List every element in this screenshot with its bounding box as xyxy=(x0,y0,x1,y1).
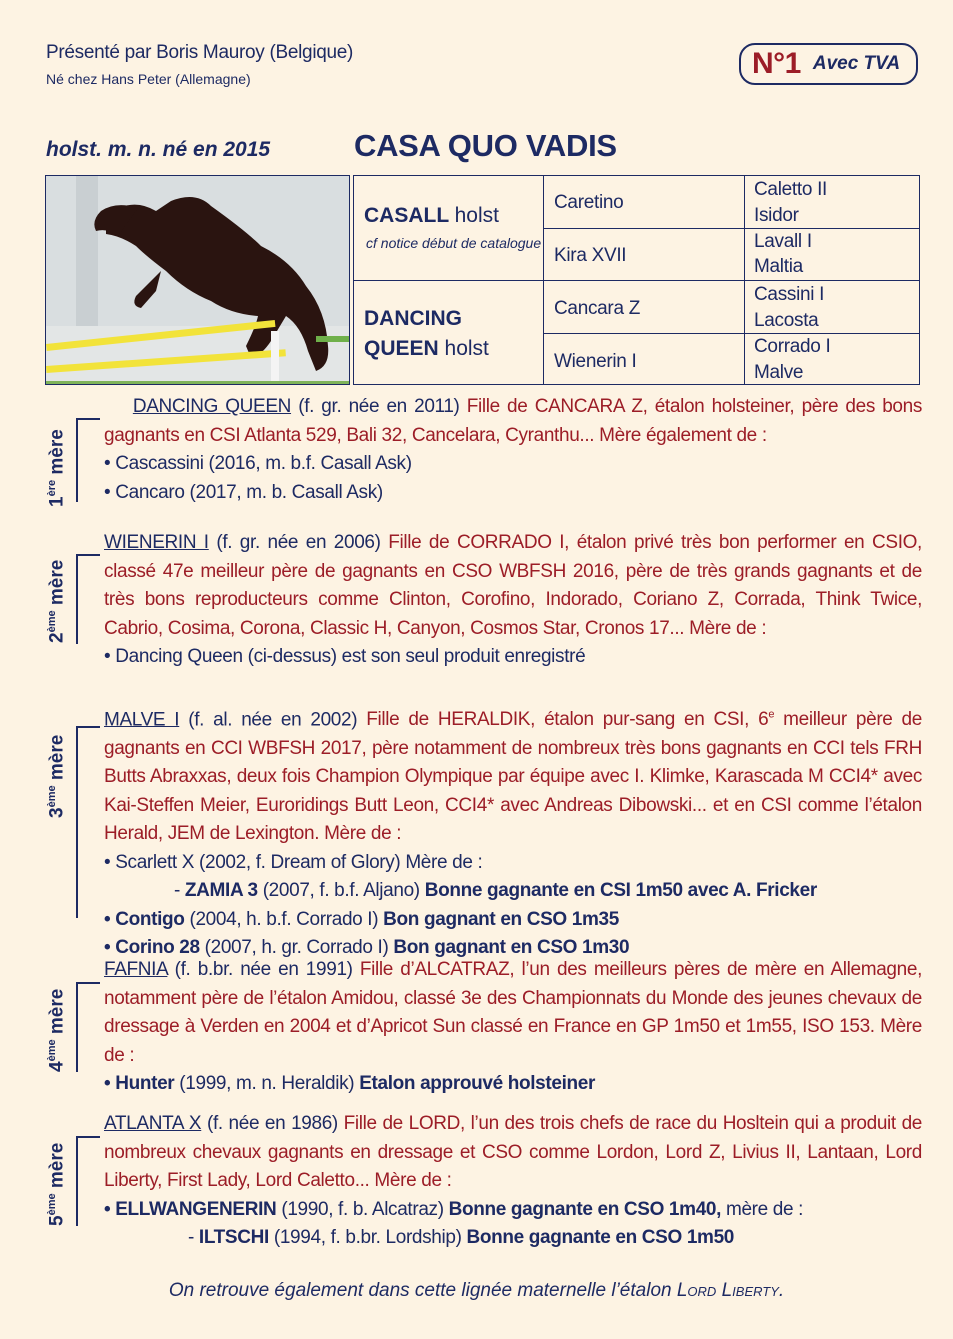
dam-5-name: ATLANTA X xyxy=(104,1113,202,1134)
footer-note xyxy=(0,1280,953,1302)
dam-5-info: (f. née en 1986) xyxy=(206,1113,338,1134)
footer-text: On retrouve également dans cette lignée maternelle l’étalon xyxy=(168,1280,677,1301)
dam-3-produce-1: • Scarlett X (2002, f. Dream of Glory) Mère de : xyxy=(104,851,483,873)
dam-1-produce-2: • Cancaro (2017, m. b. Casall Ask) xyxy=(104,481,383,503)
dam-3-info: (f. al. née en 2002) xyxy=(188,709,358,731)
dam-3-produce-2: • Contigo (2004, h. b.f. Corrado I) Bon gagnant en CSO 1m35 xyxy=(104,908,619,930)
gen3-6: Lacosta xyxy=(754,310,819,331)
dam-5-produce-1: • ELLWANGENERIN (1990, f. b. Alcatraz) Bonne gagnante en CSO 1m40, mère de : xyxy=(104,1198,804,1220)
sire-note: cf notice début de catalogue xyxy=(366,235,542,251)
presenter-text: Présenté par Boris Mauroy (Belgique) xyxy=(46,42,354,63)
dam-3-produce-1-sub: - ZAMIA 3 (2007, f. b.f. Aljano) Bonne gagnante en CSI 1m50 avec A. Fricker xyxy=(174,880,817,902)
gen2-dam-dam: Wienerin I xyxy=(554,351,637,372)
gen2-sire-dam: Kira XVII xyxy=(554,245,627,266)
lot-badge xyxy=(739,43,918,85)
gen2-dam-sire: Cancara Z xyxy=(554,298,641,319)
horse-jumping-image xyxy=(46,176,350,385)
footer-end: . xyxy=(778,1280,785,1301)
sire-name xyxy=(364,204,499,228)
footer-stallion: Lord Liberty xyxy=(676,1280,779,1301)
dam-2-info: (f. gr. née en 2006) xyxy=(216,532,381,553)
dam-name-line2 xyxy=(364,337,489,361)
dam-3-name: MALVE I xyxy=(104,709,180,731)
dam-4-text: Fille d’ALCATRAZ, l’un des meilleurs pères de mère en Allemagne, notamment père de l’étalon Amidou, classé 3e des Championnats du Monde des jeunes chevaux de dressage à Verden en 2004 et d’Apricot Sun classé en France en GP 1m50 et 1m55, ISO 153. Mère de : xyxy=(104,959,922,1066)
dam-section-2 xyxy=(104,529,922,672)
dam-4-name: FAFNIA xyxy=(104,959,168,980)
dam-label-1: 1ère mère xyxy=(46,429,68,507)
dam-1-produce-1: • Cascassini (2016, m. b.f. Casall Ask) xyxy=(104,453,412,474)
dam-section-5 xyxy=(104,1110,922,1253)
dam-4-info: (f. b.br. née en 1991) xyxy=(174,959,353,980)
gen3-5: Cassini I xyxy=(754,284,825,305)
gen3-2: Isidor xyxy=(754,205,799,226)
dam-5-text: Fille de LORD, l’un des trois chefs de race du Hosltein qui a produit de nombreux chevaux gagnants en dressage et CSO comme Lordon, Lord Z, Livius II, Lantaan, Lord Liberty, First Lady, Lord Caletto... Mère de : xyxy=(104,1113,923,1191)
dam-3-produce-3: • Corino 28 (2007, h. gr. Corrado I) Bon gagnant en CSO 1m30 xyxy=(104,937,630,959)
dam-section-3 xyxy=(104,701,922,963)
dam-label-5: 5ème mère xyxy=(46,1142,68,1226)
dam-5-produce-1-sub: - ILTSCHI (1994, f. b.br. Lordship) Bonne gagnante en CSO 1m50 xyxy=(188,1227,735,1248)
breeder-text: Né chez Hans Peter (Allemagne) xyxy=(46,71,251,87)
horse-description: holst. m. n. né en 2015 xyxy=(46,138,271,161)
dam-2-text: Fille de CORRADO I, étalon privé très bon performer en CSIO, classé 47e meilleur père de gagnants en CSO WBFSH 2016, père de très grands gagnants et de très bons reproducteurs comme Clinton, Corofino, Indorado, Coriano Z, Corrada, Think Twice, Cabrio, Cosima, Corona, Classic H, Canyon, Cosmos Star, Cronos 17... Mère de : xyxy=(104,532,922,639)
dam-name-text: QUEEN xyxy=(364,337,439,360)
gen2-sire-sire: Caretino xyxy=(554,192,624,213)
lot-number: N°1 xyxy=(752,47,801,80)
tva-label: Avec TVA xyxy=(812,53,901,74)
dam-1-name: DANCING QUEEN xyxy=(132,396,292,417)
dam-4-produce-1: • Hunter (1999, m. n. Heraldik) Etalon approuvé holsteiner xyxy=(104,1073,596,1094)
gen3-8: Malve xyxy=(754,362,804,383)
gen3-1: Caletto II xyxy=(754,179,828,200)
dam-label-4: 4ème mère xyxy=(46,988,68,1072)
gen3-7: Corrado I xyxy=(754,336,831,357)
dam-label-3: 3ème mère xyxy=(46,734,68,818)
dam-1-info: (f. gr. née en 2011) xyxy=(298,396,460,417)
sire-breed: holst xyxy=(454,204,499,227)
dam-breed: holst xyxy=(444,337,489,360)
dam-2-produce-1: • Dancing Queen (ci-dessus) est son seul produit enregistré xyxy=(104,646,586,667)
dam-section-1 xyxy=(104,393,922,507)
pedigree-table xyxy=(353,175,920,385)
dam-1-text: Fille de CANCARA Z, étalon holsteiner, père des bons gagnants en CSI Atlanta 529, Bali 32, Cancelara, Cyranthu... Mère également de : xyxy=(104,396,922,446)
sire-name-text: CASALL xyxy=(364,204,449,227)
dam-section-4 xyxy=(104,956,922,1099)
dam-label-2: 2ème mère xyxy=(46,559,68,643)
dam-2-name: WIENERIN I xyxy=(104,532,209,553)
dam-name-line1: DANCING xyxy=(364,307,462,330)
horse-name: CASA QUO VADIS xyxy=(354,128,617,163)
gen3-4: Maltia xyxy=(754,256,803,277)
horse-photo xyxy=(45,175,350,385)
dam-3-text: Fille de HERALDIK, étalon pur-sang en CSI, 6e meilleur père de gagnants en CCI WBFSH 2017, père notamment de nombreux très bons gagnants en CCI tels FRH Butts Abraxxas, deux fois Champion Olympique par équipe avec I. Klimke, Karascada M CCI4* avec Kai-Steffen Meier, Euroridings Butt Leon, CCI4* avec Andreas Dibowski... et en CSI comme l’étalon Herald, JEM de Lexington. Mère de : xyxy=(104,709,922,845)
gen3-3: Lavall I xyxy=(754,231,812,252)
